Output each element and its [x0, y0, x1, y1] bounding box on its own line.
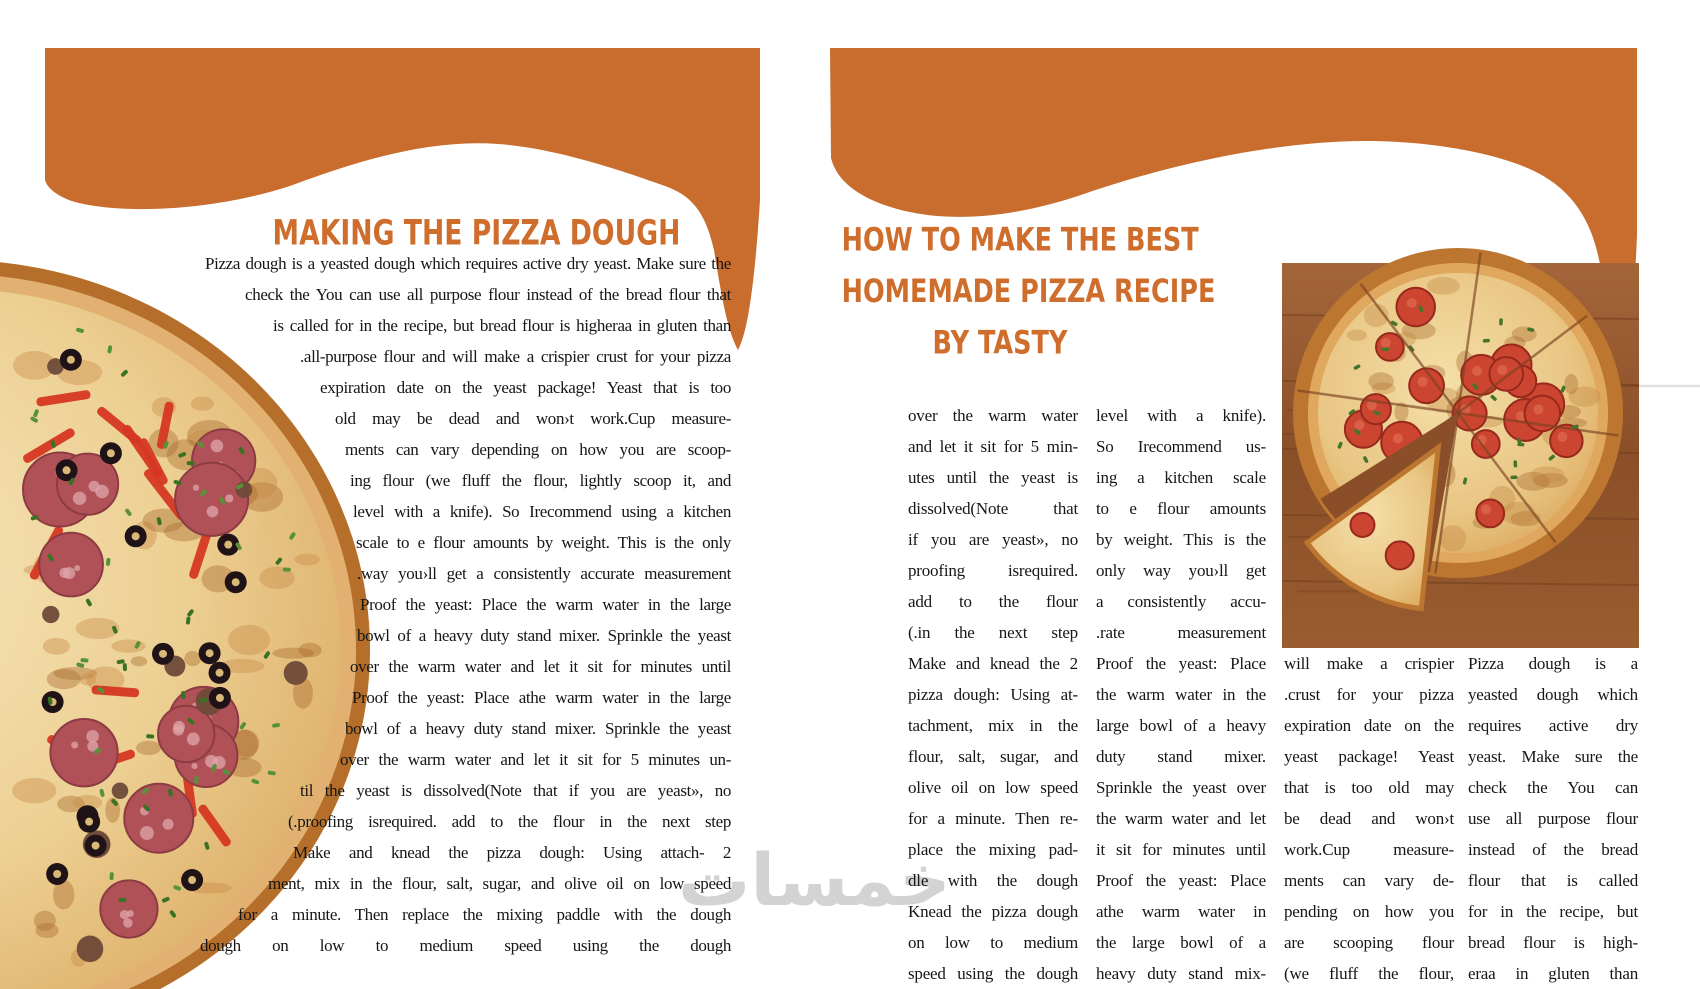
left-body-text-line-17: over the warm water and let it sit for 5 minutes un- [340, 750, 731, 769]
right-column-2-line-2: So Irecommend us- [1096, 437, 1266, 456]
right-column-4-line-6: use all purpose flour [1468, 809, 1638, 828]
left-body-text-line-16: bowl of a heavy duty stand mixer. Sprinkle the yeast [345, 719, 731, 738]
right-column-2-line-4: to e flour amounts [1096, 499, 1266, 518]
right-column-2-line-1: level with a knife). [1096, 406, 1266, 425]
left-body-text-line-9: level with a knife). So Irecommend using a kitchen [353, 502, 731, 521]
right-column-1-line-19: speed using the dough [908, 964, 1078, 983]
right-column-3-line-7: work.Cup measure- [1284, 840, 1454, 859]
right-column-3-line-1: will make a crispier [1284, 654, 1454, 673]
right-column-4-line-9: for in the recipe, but [1468, 902, 1638, 921]
right-column-3-line-11: (we fluff the flour, [1284, 964, 1454, 983]
right-column-1-line-9: Make and knead the 2 [908, 654, 1078, 673]
khamsat-watermark: خمسات [678, 838, 951, 922]
right-column-1 [908, 400, 1078, 989]
right-column-1-line-8: (.in the next step [908, 623, 1078, 642]
right-column-3-line-3: expiration date on the [1284, 716, 1454, 735]
left-body-text-line-20: Make and knead the pizza dough: Using attach- 2 [293, 843, 731, 862]
right-column-1-line-17: Knead the pizza dough [908, 902, 1078, 921]
right-column-4-line-7: instead of the bread [1468, 840, 1638, 859]
right-column-2-line-16: Proof the yeast: Place [1096, 871, 1266, 890]
right-column-2-line-7: a consistently accu- [1096, 592, 1266, 611]
right-column-1-line-18: on low to medium [908, 933, 1078, 952]
left-body-text-line-5: expiration date on the yeast package! Yeast that is too [320, 378, 731, 397]
left-body-text-line-6: old may be dead and won›t work.Cup measure- [335, 409, 731, 428]
right-column-1-line-16: dle with the dough [908, 871, 1078, 890]
right-column-4-line-4: yeast. Make sure the [1468, 747, 1638, 766]
right-column-3-line-4: yeast package! Yeast [1284, 747, 1454, 766]
right-column-2 [1096, 400, 1266, 989]
right-column-1-line-5: if you are yeast», no [908, 530, 1078, 549]
right-column-1-line-15: place the mixing pad- [908, 840, 1078, 859]
right-column-4-line-10: bread flour is high- [1468, 933, 1638, 952]
right-column-1-line-1: over the warm water [908, 406, 1078, 425]
left-body-text-line-18: til the yeast is dissolved(Note that if you are yeast», no [300, 781, 731, 800]
left-page-title: MAKING THE PIZZA DOUGH [272, 212, 681, 254]
left-body-text-line-8: ing flour (we fluff the flour, lightly scoop it, and [350, 471, 731, 490]
right-column-1-line-14: for a minute. Then re- [908, 809, 1078, 828]
right-column-2-line-15: it sit for minutes until [1096, 840, 1266, 859]
left-body-text-line-11: .way you›ll get a consistently accurate measurement [357, 564, 731, 583]
right-column-3-line-5: that is too old may [1284, 778, 1454, 797]
left-body-text [45, 248, 731, 961]
right-column-1-line-4: dissolved(Note that [908, 499, 1078, 518]
right-column-3-line-10: are scooping flour [1284, 933, 1454, 952]
right-column-3 [1284, 648, 1454, 989]
left-body-text-line-7: ments can vary depending on how you are scoop- [345, 440, 731, 459]
left-body-text-line-23: dough on low to medium speed using the dough [200, 936, 731, 955]
left-body-text-line-4: .all-purpose flour and will make a crispier crust for your pizza [300, 347, 731, 366]
right-column-2-line-19: heavy duty stand mix- [1096, 964, 1266, 983]
right-column-4-line-3: requires active dry [1468, 716, 1638, 735]
right-column-1-line-7: add to the flour [908, 592, 1078, 611]
right-column-2-line-18: the large bowl of a [1096, 933, 1266, 952]
left-body-text-line-19: (.proofing isrequired. add to the flour in the next step [288, 812, 731, 831]
left-body-text-line-13: bowl of a heavy duty stand mixer. Sprinkle the yeast [357, 626, 731, 645]
right-column-1-line-10: pizza dough: Using at- [908, 685, 1078, 704]
right-column-2-line-12: duty stand mixer. [1096, 747, 1266, 766]
left-body-text-line-3: is called for in the recipe, but bread flour is higheraa in gluten than [273, 316, 731, 335]
left-body-text-line-12: Proof the yeast: Place the warm water in the large [360, 595, 731, 614]
right-page-title-line-1: HOW TO MAKE THE BEST [841, 220, 1199, 258]
right-column-2-line-14: the warm water and let [1096, 809, 1266, 828]
right-column-1-line-3: utes until the yeast is [908, 468, 1078, 487]
right-column-2-line-13: Sprinkle the yeast over [1096, 778, 1266, 797]
right-column-2-line-3: ing a kitchen scale [1096, 468, 1266, 487]
right-page-title-line-2: HOMEMADE PIZZA RECIPE [841, 272, 1216, 310]
left-body-text-line-1: Pizza dough is a yeasted dough which requires active dry yeast. Make sure the [205, 254, 731, 273]
right-column-2-line-10: the warm water in the [1096, 685, 1266, 704]
right-column-3-line-2: .crust for your pizza [1284, 685, 1454, 704]
left-body-text-line-22: for a minute. Then replace the mixing paddle with the dough [238, 905, 731, 924]
right-column-2-line-6: only way you›ll get [1096, 561, 1266, 580]
left-body-text-line-14: over the warm water and let it sit for minutes until [350, 657, 731, 676]
right-column-4-line-11: eraa in gluten than [1468, 964, 1638, 983]
right-page-title-line-3: BY TASTY [932, 324, 1068, 362]
left-body-text-line-2: check the You can use all purpose flour instead of the bread flour that [245, 285, 731, 304]
left-body-text-line-15: Proof the yeast: Place athe warm water in the large [352, 688, 731, 707]
right-column-2-line-5: by weight. This is the [1096, 530, 1266, 549]
right-column-2-line-17: athe warm water in [1096, 902, 1266, 921]
right-column-1-line-2: and let it sit for 5 min- [908, 437, 1078, 456]
right-column-4-line-1: Pizza dough is a [1468, 654, 1638, 673]
right-column-1-line-6: proofing isrequired. [908, 561, 1078, 580]
right-page-title [841, 214, 1216, 369]
right-column-3-line-8: ments can vary de- [1284, 871, 1454, 890]
left-body-text-line-21: ment, mix in the flour, salt, sugar, and olive oil on low speed [268, 874, 731, 893]
right-column-1-line-11: tachment, mix in the [908, 716, 1078, 735]
right-column-4-line-5: check the You can [1468, 778, 1638, 797]
right-column-2-line-11: large bowl of a heavy [1096, 716, 1266, 735]
left-body-text-line-10: scale to e flour amounts by weight. This is the only [356, 533, 731, 552]
right-column-3-line-9: pending on how you [1284, 902, 1454, 921]
right-column-4 [1468, 648, 1638, 989]
right-column-2-line-8: .rate measurement [1096, 623, 1266, 642]
right-column-4-line-8: flour that is called [1468, 871, 1638, 890]
right-column-1-line-12: flour, salt, sugar, and [908, 747, 1078, 766]
right-column-3-line-6: be dead and won›t [1284, 809, 1454, 828]
right-column-2-line-9: Proof the yeast: Place [1096, 654, 1266, 673]
right-column-1-line-13: olive oil on low speed [908, 778, 1078, 797]
right-column-4-line-2: yeasted dough which [1468, 685, 1638, 704]
right-pizza-photo [1282, 263, 1639, 648]
